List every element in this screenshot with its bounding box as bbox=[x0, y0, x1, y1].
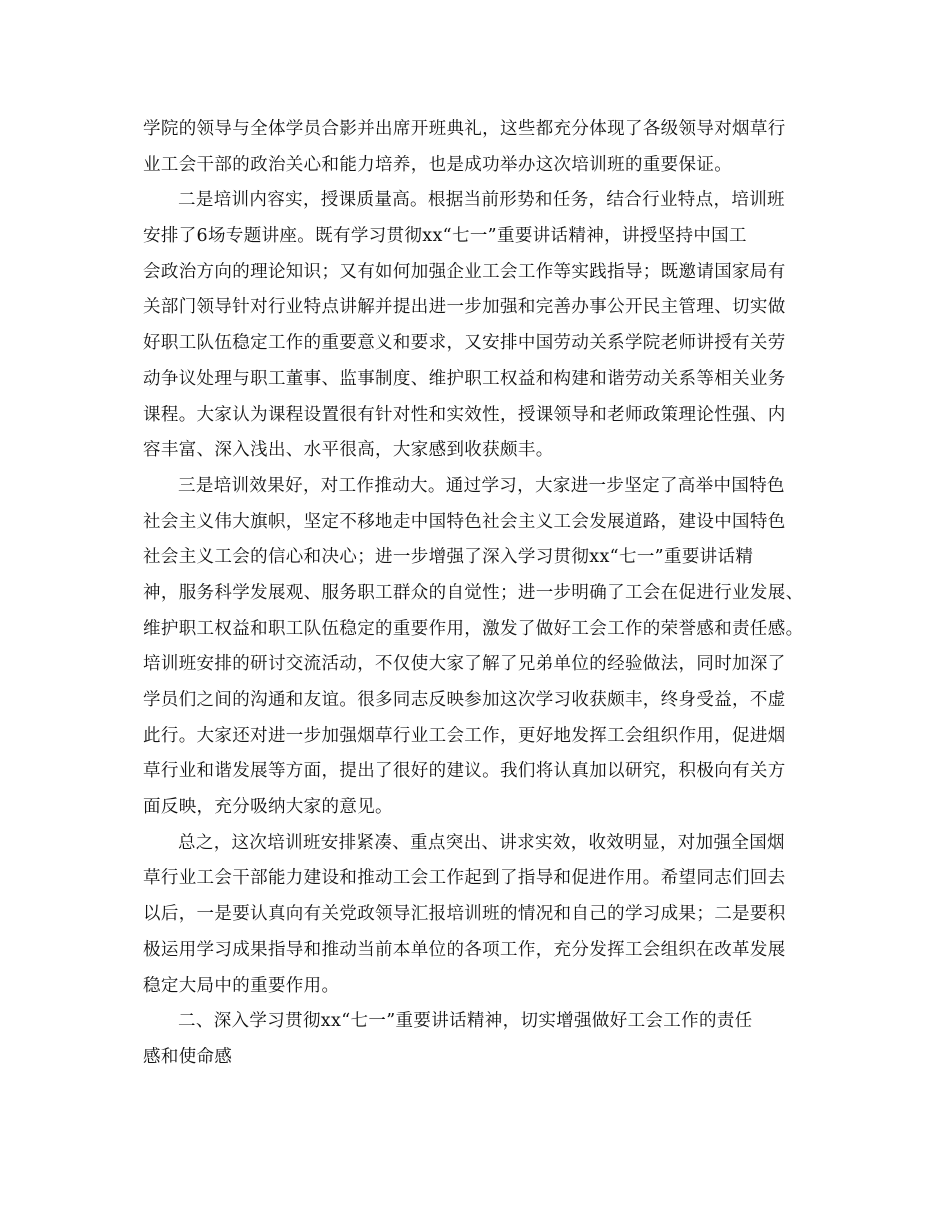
text-line: 好职工队伍稳定工作的重要意义和要求，又安排中国劳动关系学院老师讲授有关劳 bbox=[143, 333, 786, 354]
text-line: 社会主义伟大旗帜，坚定不移地走中国特色社会主义工会发展道路，建设中国特色 bbox=[143, 511, 786, 532]
text-line: 学院的领导与全体学员合影并出席开班典礼，这些都充分体现了各级领导对烟草行 bbox=[143, 119, 786, 139]
text-line: 草行业工会干部能力建设和推动工会工作起到了指导和促进作用。希望同志们回去 bbox=[143, 868, 786, 889]
text-line: 关部门领导针对行业特点讲解并提出进一步加强和完善办事公开民主管理、切实做 bbox=[143, 297, 786, 318]
text-line: 此行。大家还对进一步加强烟草行业工会工作，更好地发挥工会组织作用，促进烟 bbox=[143, 725, 786, 746]
text-line: 社会主义工会的信心和决心；进一步增强了深入学习贯彻xx“七一”重要讲话精 bbox=[143, 547, 754, 568]
text-line: 以后，一是要认真向有关党政领导汇报培训班的情况和自己的学习成果；二是要积 bbox=[143, 904, 786, 925]
section-heading-line: 感和使命感 bbox=[143, 1046, 233, 1067]
text-line: 培训班安排的研讨交流活动，不仅使大家了解了兄弟单位的经验做法，同时加深了 bbox=[143, 654, 786, 675]
paragraph-start-line: 三是培训效果好，对工作推动大。通过学习，大家进一步坚定了高举中国特色 bbox=[178, 475, 785, 496]
text-line: 神，服务科学发展观、服务职工群众的自觉性；进一步明确了工会在促进行业发展、 bbox=[143, 582, 804, 603]
text-line: 维护职工权益和职工队伍稳定的重要作用，激发了做好工会工作的荣誉感和责任感。 bbox=[143, 618, 804, 639]
text-line: 动争议处理与职工董事、监事制度、维护职工权益和构建和谐劳动关系等相关业务 bbox=[143, 368, 786, 389]
text-line: 草行业和谐发展等方面，提出了很好的建议。我们将认真加以研究，积极向有关方 bbox=[143, 761, 786, 782]
paragraph-start-line: 总之，这次培训班安排紧凑、重点突出、讲求实效，收效明显，对加强全国烟 bbox=[178, 832, 785, 853]
text-line: 学员们之间的沟通和友谊。很多同志反映参加这次学习收获颇丰，终身受益，不虚 bbox=[143, 690, 786, 710]
text-line: 业工会干部的政治关心和能力培养，也是成功举办这次培训班的重要保证。 bbox=[143, 154, 733, 175]
text-line: 安排了6场专题讲座。既有学习贯彻xx“七一”重要讲话精神，讲授坚持中国工 bbox=[143, 226, 747, 247]
text-line: 容丰富、深入浅出、水平很高，大家感到收获颇丰。 bbox=[143, 440, 554, 461]
text-line: 稳定大局中的重要作用。 bbox=[143, 975, 340, 996]
text-line: 课程。大家认为课程设置很有针对性和实效性，授课领导和老师政策理论性强、内 bbox=[143, 404, 786, 425]
section-heading-line: 二、深入学习贯彻xx“七一”重要讲话精神，切实增强做好工会工作的责任 bbox=[178, 1011, 753, 1032]
text-line: 面反映，充分吸纳大家的意见。 bbox=[143, 797, 393, 818]
text-line: 极运用学习成果指导和推动当前本单位的各项工作，充分发挥工会组织在改革发展 bbox=[143, 939, 786, 960]
document-body bbox=[143, 112, 818, 1076]
text-line: 会政治方向的理论知识；又有如何加强企业工会工作等实践指导；既邀请国家局有 bbox=[143, 261, 786, 282]
paragraph-start-line: 二是培训内容实，授课质量高。根据当前形势和任务，结合行业特点，培训班 bbox=[178, 190, 785, 211]
